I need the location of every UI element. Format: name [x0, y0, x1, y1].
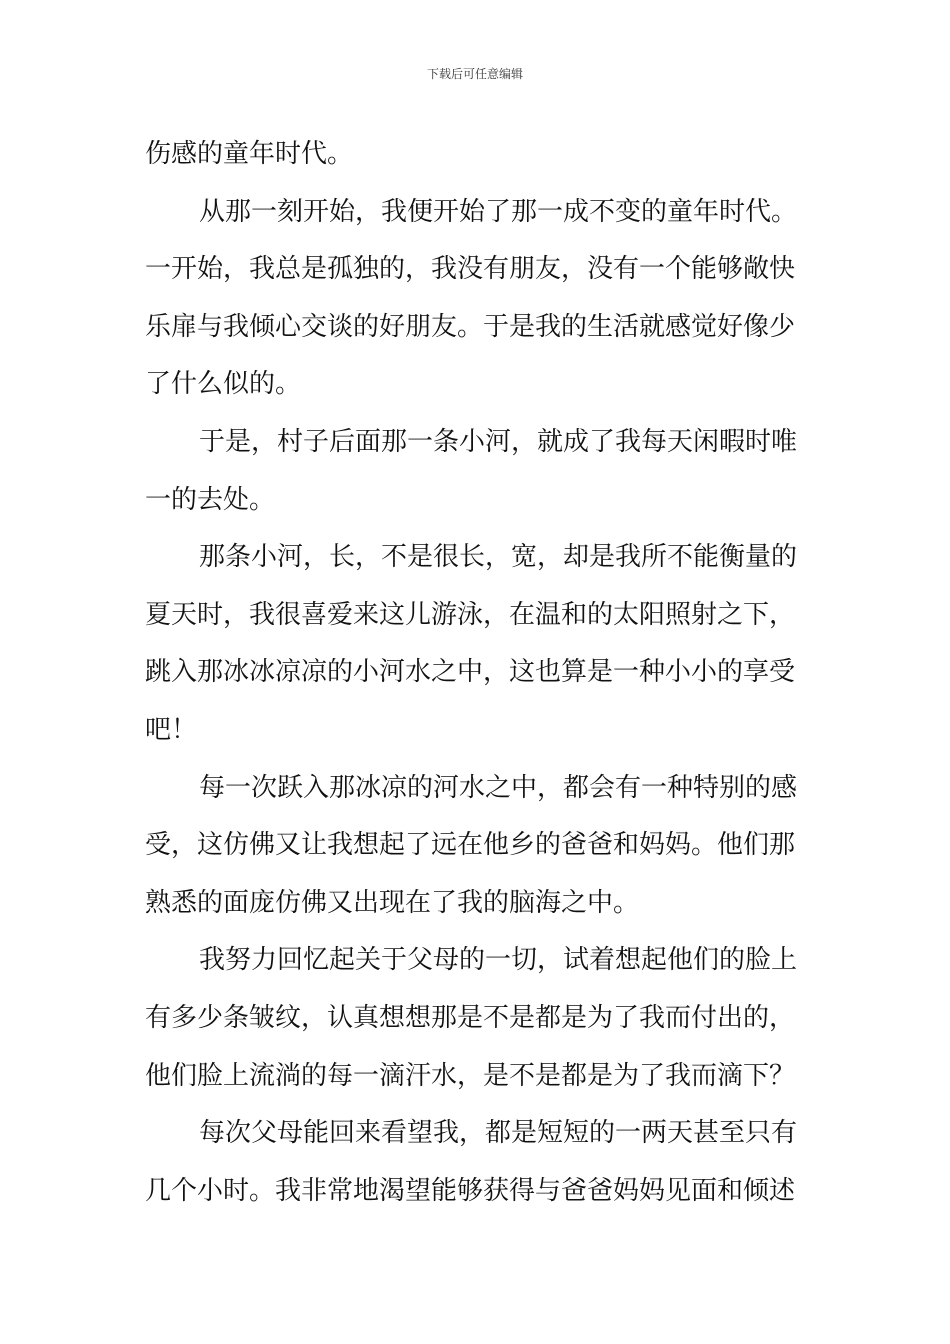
- text-line: 那条小河，长，不是很长，宽，却是我所不能衡量的: [199, 542, 798, 573]
- text-line: 夏天时，我很喜爱来这儿游泳，在温和的太阳照射之下，: [145, 599, 796, 630]
- text-line: 于是，村子后面那一条小河，就成了我每天闲暇时唯: [199, 426, 798, 457]
- text-line: 受，这仿佛又让我想起了远在他乡的爸爸和妈妈。他们那: [145, 830, 796, 861]
- page-header: 下载后可任意编辑: [426, 67, 523, 81]
- text-line: 从那一刻开始，我便开始了那一成不变的童年时代。: [199, 196, 798, 227]
- text-line: 几个小时。我非常地渴望能够获得与爸爸妈妈见面和倾述: [145, 1175, 796, 1206]
- text-line: 一开始，我总是孤独的，我没有朋友，没有一个能够敞快: [145, 254, 796, 285]
- text-line: 跳入那冰冰凉凉的小河水之中，这也算是一种小小的享受: [145, 657, 796, 688]
- document-body: [145, 126, 809, 1220]
- text-line: 我努力回忆起关于父母的一切，试着想起他们的脸上: [199, 945, 798, 976]
- text-line: 他们脸上流淌的每一滴汗水，是不是都是为了我而滴下？: [145, 1060, 796, 1091]
- text-line: 了什么似的。: [145, 369, 302, 400]
- text-line: 伤感的童年时代。: [145, 139, 354, 169]
- text-line: 吧！: [145, 714, 198, 745]
- text-line: 乐扉与我倾心交谈的好朋友。于是我的生活就感觉好像少: [145, 311, 796, 342]
- text-line: 每一次跃入那冰凉的河水之中，都会有一种特别的感: [199, 772, 798, 803]
- text-line: 每次父母能回来看望我，都是短短的一两天甚至只有: [199, 1118, 798, 1149]
- text-line: 熟悉的面庞仿佛又出现在了我的脑海之中。: [145, 887, 640, 918]
- text-line: 有多少条皱纹，认真想想那是不是都是为了我而付出的，: [145, 1002, 796, 1033]
- text-line: 一的去处。: [145, 484, 276, 515]
